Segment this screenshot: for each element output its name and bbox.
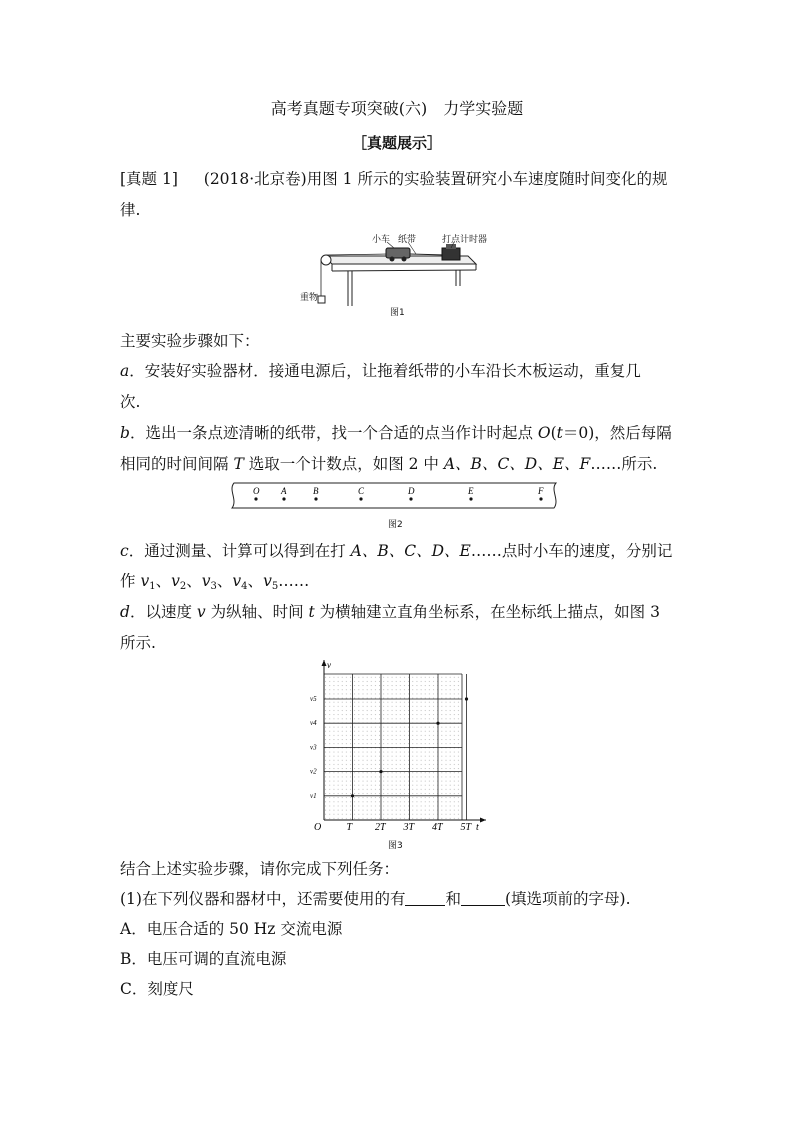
x-tick-label: 2T: [375, 822, 386, 833]
velocity-v5: v: [263, 572, 272, 590]
paren-open: (: [550, 424, 557, 442]
data-point-1: [351, 794, 354, 797]
task-1-line: [120, 888, 631, 910]
tape-point-label-o: O: [253, 486, 260, 496]
velocity-v1: v: [140, 572, 150, 590]
tape-dot-f: [539, 497, 542, 500]
question-label: [真题 1]: [120, 170, 178, 188]
sub-1: 1: [149, 581, 156, 592]
sep: 、: [155, 572, 172, 590]
answer-blank-2[interactable]: [461, 891, 505, 906]
sep: 、: [216, 572, 233, 590]
tape-dot-e: [469, 497, 472, 500]
x-tick-label: 3T: [403, 822, 415, 833]
tape-point-label-f: F: [538, 486, 544, 496]
task-1-text-c: (填选项前的字母).: [504, 890, 631, 908]
step-b-line-1: [120, 422, 672, 444]
data-point-4: [465, 697, 468, 700]
tasks-intro: 结合上述实验步骤，请你完成下列任务：: [120, 860, 400, 878]
y-axis-label: v: [327, 660, 331, 670]
option-c: C．刻度尺: [120, 980, 194, 998]
step-c-line-2: [120, 570, 309, 592]
velocity-v4: v: [232, 572, 242, 590]
steps-heading: 主要实验步骤如下：: [120, 332, 260, 350]
figure-2-tape: [226, 480, 562, 514]
paper-tape: [410, 254, 446, 255]
x-tick-label: 5T: [460, 822, 472, 833]
step-d-line-1: [120, 601, 660, 623]
tape-dot-a: [282, 497, 285, 500]
step-c-text-2: 作: [120, 572, 141, 590]
task-1-text-b: 和: [445, 890, 461, 908]
step-c-text: ．通过测量、计算可以得到在打: [128, 542, 351, 560]
question-source: (2018·北京卷): [203, 170, 307, 188]
step-b-text-2b: 选取一个计数点，如图 2 中: [243, 455, 444, 473]
figure-1-caption: 图1: [390, 308, 405, 318]
y-tick-label: v3: [310, 743, 317, 752]
sep: 、: [247, 572, 264, 590]
x-tick-label: T: [346, 822, 353, 833]
sub-2: 2: [179, 581, 187, 592]
label-weight: 重物: [300, 293, 319, 303]
data-point-2: [379, 770, 382, 773]
step-b-text-end: ＝0)，然后每隔: [562, 424, 672, 442]
figure-3-vt-chart: [296, 656, 496, 842]
ticker-timer: [442, 248, 460, 260]
page-title: 高考真题专项突破(六) 力学实验题: [270, 99, 524, 118]
step-d-text-b: 为纵轴、时间: [205, 603, 309, 621]
tape-dot-o: [254, 497, 257, 500]
step-b-line-2: [120, 453, 657, 475]
var-t: t: [308, 603, 315, 621]
velocity-v3: v: [201, 572, 211, 590]
data-point-3: [436, 722, 439, 725]
option-b: B．电压可调的直流电源: [120, 950, 287, 968]
step-d-text-a: ．以速度: [129, 603, 197, 621]
y-tick-label: v4: [310, 719, 317, 728]
label-cart: 小车: [372, 235, 391, 245]
tape-point-label-b: B: [313, 486, 319, 496]
sub-5: 5: [271, 581, 279, 592]
y-tick-label: v2: [310, 767, 317, 776]
question-intro-line-2: 律.: [120, 201, 141, 219]
measured-points: A、B、C、D、E: [350, 542, 471, 560]
step-c-text-end: ……点时小车的速度，分别记: [470, 542, 673, 560]
answer-blank-1[interactable]: [405, 891, 445, 906]
weight-block: [318, 296, 325, 303]
var-t: t: [556, 424, 563, 442]
tape-dot-d: [409, 497, 412, 500]
sub-4: 4: [241, 581, 248, 592]
figure-3-caption: 图3: [388, 841, 403, 851]
tape-dot-b: [314, 497, 317, 500]
tape-point-label-a: A: [281, 486, 287, 496]
ellipsis: ……: [278, 572, 310, 590]
var-T: T: [233, 455, 244, 473]
origin-label: O: [314, 822, 322, 833]
step-b-text-2c: ……所示.: [590, 455, 658, 473]
step-c-label: c: [120, 542, 129, 560]
section-heading: ［真题展示］: [351, 134, 442, 152]
tape-point-label-c: C: [358, 486, 365, 496]
step-d-text-c: 为横轴建立直角坐标系，在坐标纸上描点，如图 3: [314, 603, 660, 621]
step-b-label: b: [120, 424, 130, 442]
y-tick-labels: [310, 695, 317, 800]
cart: [386, 248, 410, 258]
velocity-v2: v: [171, 572, 180, 590]
step-a-line-1: [120, 360, 641, 382]
var-v: v: [196, 603, 206, 621]
step-d-label: d: [120, 603, 130, 621]
pulley: [321, 255, 331, 265]
figure-2-caption: 图2: [388, 520, 403, 530]
task-1-text-a: (1)在下列仪器和器材中，还需要使用的有: [120, 890, 406, 908]
point-o: O: [537, 424, 551, 442]
sep: 、: [186, 572, 202, 590]
x-tick-label: 4T: [432, 822, 443, 833]
x-tick-labels: [347, 822, 473, 833]
option-a: A．电压合适的 50 Hz 交流电源: [120, 920, 343, 938]
question-intro-text: 用图 1 所示的实验装置研究小车速度随时间变化的规: [306, 170, 668, 188]
y-tick-label: v5: [310, 695, 317, 703]
sub-3: 3: [210, 581, 217, 592]
x-axis-label: t: [476, 822, 479, 833]
label-ticker-timer: 打点计时器: [442, 235, 488, 245]
tape-point-label-e: E: [468, 486, 474, 496]
step-b-text-2a: 相同的时间间隔: [120, 455, 234, 473]
tape-dot-c: [359, 497, 362, 500]
step-a-label: a: [120, 362, 130, 380]
question-intro-line-1: [120, 168, 667, 190]
tape-point-label-d: D: [408, 486, 415, 496]
step-a-line-2: 次.: [120, 393, 141, 411]
step-b-text: ．选出一条点迹清晰的纸带，找一个合适的点当作计时起点: [129, 424, 538, 442]
step-a-text: ．安装好实验器材．接通电源后，让拖着纸带的小车沿长木板运动，重复几: [129, 362, 641, 380]
counting-points: A、B、C、D、E、F: [443, 455, 591, 473]
step-d-line-2: 所示.: [120, 634, 156, 652]
step-c-line-1: [120, 540, 672, 562]
label-paper-tape: 纸带: [398, 235, 417, 245]
y-tick-label: v1: [310, 791, 317, 800]
